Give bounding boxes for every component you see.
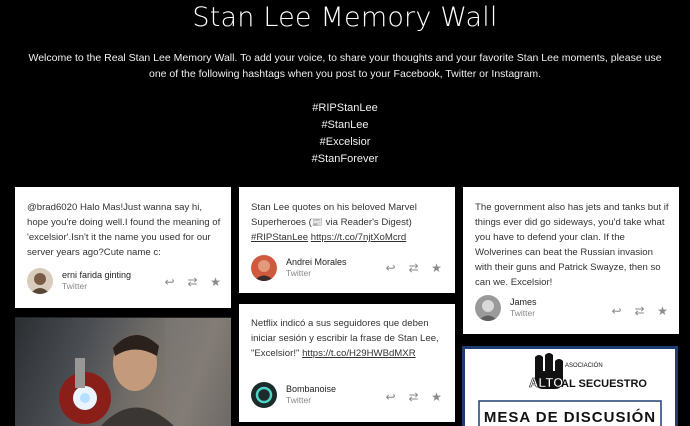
post-source: Twitter xyxy=(62,281,88,291)
retweet-icon[interactable]: ⇄ xyxy=(187,275,198,289)
reply-icon[interactable]: ↩ xyxy=(385,261,396,275)
avatar xyxy=(475,295,501,321)
hashtag: #StanLee xyxy=(321,119,369,131)
author-name: erni farida ginting xyxy=(62,270,132,280)
post-author[interactable] xyxy=(475,295,537,321)
reply-icon[interactable]: ↩ xyxy=(164,275,175,289)
avatar xyxy=(251,255,277,281)
star-icon[interactable]: ★ xyxy=(431,390,442,404)
social-post-card[interactable] xyxy=(15,187,231,308)
poster-org-rest: AL SECUESTRO xyxy=(561,378,647,390)
retweet-icon[interactable]: ⇄ xyxy=(408,390,419,404)
reply-icon[interactable]: ↩ xyxy=(611,304,622,318)
hashtag-list xyxy=(0,100,690,168)
url-link[interactable]: https://t.co/H29HWBdMXR xyxy=(302,348,416,359)
post-author[interactable] xyxy=(251,255,347,281)
post-source: Twitter xyxy=(286,395,312,405)
post-text: Netflix indicó a sus seguidores que deben iniciar sesión y escribir la frase de Stan Lee, "Excelsior!" https://t.co/H29HWBdMXR xyxy=(251,318,439,359)
newspaper-icon: 📰 xyxy=(311,217,324,227)
page-title: Stan Lee Memory Wall xyxy=(192,2,498,33)
social-post-card[interactable] xyxy=(239,304,455,422)
intro-text: Welcome to the Real Stan Lee Memory Wall. To add your voice, to share your thoughts and your favorite Stan Lee moments, please use one of the following hashtags when you post to your Facebook, Twitter or Instagram. xyxy=(28,52,662,80)
author-name: James xyxy=(510,297,537,307)
post-text: Stan Lee quotes on his beloved Marvel Superheroes (📰 via Reader's Digest) #RIPStanLee https://t.co/7njtXoMcrd xyxy=(251,202,417,243)
poster-image xyxy=(465,349,675,426)
retweet-icon[interactable]: ⇄ xyxy=(408,261,419,275)
poster-headline: MESA DE DISCUSIÓN xyxy=(483,409,657,426)
poster-org-alto: ALTO xyxy=(529,375,564,390)
post-text: @brad6020 Halo Mas!Just wanna say hi, hope you're doing well.I found the meaning of 'excelsior'.Isn't it the name you used for our server years ago?Cute name c: xyxy=(27,202,221,258)
post-author[interactable] xyxy=(251,382,336,408)
social-post-card[interactable] xyxy=(239,187,455,293)
post-author[interactable] xyxy=(27,268,131,294)
author-name: Andrei Morales xyxy=(286,257,347,267)
hashtag: #RIPStanLee xyxy=(312,102,378,114)
post-source: Twitter xyxy=(286,268,312,278)
avatar xyxy=(251,382,277,408)
hashtag-link[interactable]: #RIPStanLee xyxy=(251,232,309,243)
star-icon[interactable]: ★ xyxy=(210,275,221,289)
poster-org-small: ASOCIACIÓN xyxy=(565,363,603,369)
hashtag: #StanForever xyxy=(311,153,379,165)
iron-man-photo xyxy=(15,318,231,426)
author-name: Bombanoise xyxy=(286,384,337,394)
post-source: Twitter xyxy=(510,308,536,318)
photo-post-image[interactable] xyxy=(15,317,231,426)
star-icon[interactable]: ★ xyxy=(657,304,668,318)
reply-icon[interactable]: ↩ xyxy=(385,390,396,404)
star-icon[interactable]: ★ xyxy=(431,261,442,275)
photo-post-poster[interactable] xyxy=(462,346,678,426)
hashtag: #Excelsior xyxy=(319,136,371,148)
social-post-card[interactable] xyxy=(463,187,679,334)
avatar xyxy=(27,268,53,294)
url-link[interactable]: https://t.co/7njtXoMcrd xyxy=(310,232,407,243)
retweet-icon[interactable]: ⇄ xyxy=(634,304,645,318)
post-text: The government also has jets and tanks but if things ever did go sideways, you'd take what you have to defend your clan. If the Wolverines can beat the Russian invasion with their guns and Patrick Swayze, then so can we. Excelsior! xyxy=(475,202,669,288)
